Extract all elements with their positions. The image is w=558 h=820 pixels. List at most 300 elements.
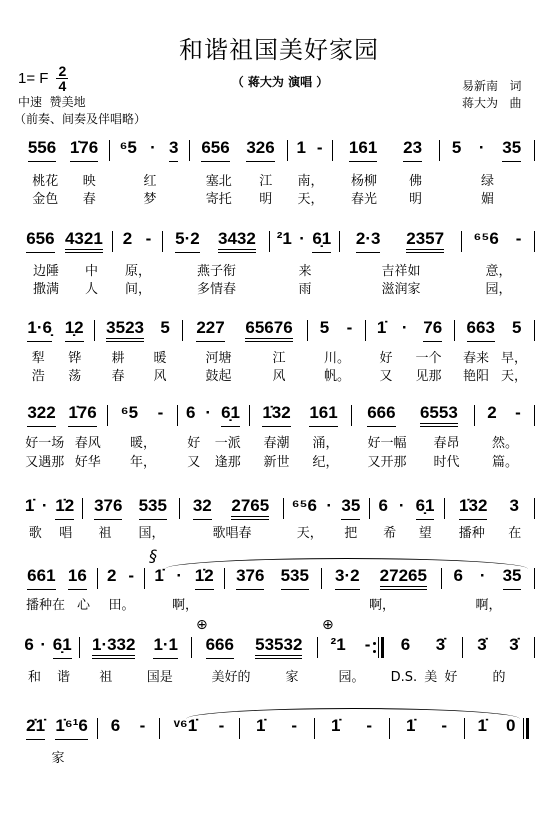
measure-notes (373, 497, 440, 523)
lyric-line (310, 351, 364, 367)
measure-notes (388, 636, 458, 662)
lyric-syllable: 祖 (98, 526, 112, 541)
lyric-syllable: 明 (408, 192, 422, 207)
lyric-line (477, 436, 533, 452)
note-group: 1̇32 (459, 497, 487, 521)
barline (441, 568, 442, 589)
lyric-syllable: 见那 (415, 369, 442, 384)
note-group: 23 (403, 139, 422, 163)
note-group: 65676 (245, 319, 292, 343)
note-group: · (205, 403, 212, 422)
lyric-line (442, 174, 533, 190)
barline (389, 718, 390, 739)
lyric-syllable: 荡 (68, 369, 82, 384)
note-group: ⁶5 (120, 403, 139, 422)
note-group: 27265 (380, 567, 427, 591)
measure-notes (111, 404, 173, 430)
lyric-syllable: 早， (500, 351, 527, 366)
lyric-line (335, 174, 438, 190)
note-group: ⁶⁵6 (291, 496, 317, 515)
note-group: 35 (502, 139, 521, 163)
barline (351, 405, 352, 426)
measure-notes (355, 404, 470, 430)
lyric-syllable: 耕 (111, 351, 125, 366)
note-group: 6 (110, 716, 121, 735)
lyric-syllable: 浩 (31, 369, 45, 384)
note-group: 53532 (255, 636, 302, 660)
lyric-line (97, 369, 181, 385)
lyric-syllable: 啊， (475, 598, 502, 613)
lyric-syllable: 好一幅 (367, 436, 407, 451)
lyric-syllable: 绿 (480, 174, 494, 189)
note-group: - (139, 716, 146, 735)
lyric-syllable: 又 (379, 369, 393, 384)
lyric-syllable: 美 (424, 670, 438, 685)
note-group: - (157, 403, 164, 422)
measure-notes (193, 139, 283, 165)
barline (191, 637, 192, 658)
lyric-line (342, 282, 460, 298)
note-group: 1̇76 (68, 404, 96, 428)
barline (94, 320, 95, 341)
composer-credit: 蒋大为 曲 (462, 96, 522, 110)
note-group: - (366, 716, 373, 735)
note-group: 227 (196, 319, 224, 343)
lyric-line (354, 455, 473, 471)
lyric-syllable: 唱 (59, 526, 73, 541)
lyric-syllable: 犁 (31, 351, 45, 366)
lyric-syllable: 雨 (298, 282, 312, 297)
note-group: 2 (106, 566, 117, 585)
measure-notes (21, 319, 90, 345)
lyric-syllable: 好 (444, 670, 458, 685)
note-group: 3 (169, 139, 178, 163)
performer-credit: （ 蒋大为 演唱 ） (231, 75, 329, 89)
note-group: 666 (367, 404, 395, 428)
lyric-syllable: 美好的 (211, 670, 251, 685)
repeat-dot (373, 650, 376, 653)
lyric-line (165, 264, 268, 280)
note-group: 666 (206, 636, 234, 660)
measure-notes (325, 567, 437, 593)
barline (339, 231, 340, 252)
barline (381, 637, 384, 658)
note-group: - (346, 318, 353, 337)
note-group: 161 (309, 404, 337, 428)
note-group: · (40, 635, 47, 654)
lyric-syllable: 的 (492, 670, 506, 685)
lyric-line (354, 436, 473, 452)
barline (269, 231, 270, 252)
note-group: 6553 (420, 404, 458, 428)
lyric-line (272, 282, 338, 298)
note-group: · (41, 496, 48, 515)
note-group: 1·1 (153, 636, 178, 660)
lyric-line (180, 455, 248, 471)
note-group: 1 (296, 138, 306, 157)
lyric-syllable: 逢那 (214, 455, 241, 470)
lyric-syllable: 家 (285, 670, 299, 685)
barline (224, 568, 225, 589)
repeat-dot (373, 642, 376, 645)
barline (97, 718, 98, 739)
note-group: 5 (160, 318, 170, 337)
lyric-line (368, 351, 453, 367)
lyric-line (85, 526, 178, 542)
lyric-syllable: 园。 (338, 670, 365, 685)
measure-notes (86, 497, 175, 523)
note-group: · (176, 566, 183, 585)
lyric-line (342, 264, 460, 280)
measure-notes (448, 497, 530, 523)
measure-notes (291, 139, 328, 165)
measure-notes (458, 319, 530, 345)
lyric-line (442, 192, 533, 208)
lyric-syllable: 暖 (153, 351, 167, 366)
note-group: 35 (341, 497, 360, 521)
lyric-line (147, 598, 223, 614)
measure-notes (311, 319, 361, 345)
measure-notes (21, 230, 108, 256)
lyric-syllable: 春 (82, 192, 96, 207)
tie-arc (186, 708, 520, 719)
lyric-line (372, 526, 443, 542)
measure-notes (253, 404, 347, 430)
lyric-syllable: 然。 (491, 436, 518, 451)
lyric-line (20, 436, 106, 452)
lyric-line (82, 670, 190, 686)
measure-notes (336, 139, 435, 165)
measure-notes (183, 497, 279, 523)
lyric-syllable: 祖 (99, 670, 113, 685)
note-group: · (401, 318, 408, 337)
note-group: 656 (201, 139, 229, 163)
lyric-syllable: 金色 (32, 192, 59, 207)
barline (112, 231, 113, 252)
note-group: 1̣2 (65, 319, 84, 343)
lyric-syllable: 好 (379, 351, 393, 366)
lyric-line (110, 455, 176, 471)
lyric-syllable: 帆。 (323, 369, 350, 384)
lyric-line (112, 192, 188, 208)
lyric-syllable: 春风 (74, 436, 101, 451)
lyric-line (112, 174, 188, 190)
barline (97, 568, 98, 589)
lyric-line (310, 369, 364, 385)
lyric-line (180, 436, 248, 452)
lyric-line (252, 436, 350, 452)
lyric-line (20, 455, 106, 471)
lyric-syllable: 来 (298, 264, 312, 279)
note-group: 663 (467, 319, 495, 343)
measure-notes (113, 139, 185, 165)
barline (474, 405, 475, 426)
lyric-syllable: 梦 (143, 192, 157, 207)
note-group: - (364, 635, 371, 654)
lyric-line (20, 670, 78, 686)
lyric-line (272, 264, 338, 280)
note-group: 1̇ (376, 318, 387, 337)
note-group: - (218, 716, 225, 735)
note-group: 1̇ (477, 716, 487, 735)
lyric-line (457, 369, 533, 385)
lyric-line (20, 598, 96, 614)
tempo-marking: 中速 赞美地 (18, 95, 86, 109)
lyric-syllable: 又开那 (367, 455, 407, 470)
note-group: 6 (378, 496, 388, 515)
lyric-line (185, 351, 306, 367)
note-group: ᵛ⁶1̇ (173, 716, 198, 735)
lyric-line (165, 282, 268, 298)
tie-arc (165, 558, 528, 569)
note-group: · (478, 138, 485, 157)
barline (534, 405, 535, 426)
measure-notes (287, 497, 365, 523)
lyric-syllable: 国是 (146, 670, 173, 685)
barline (534, 140, 535, 161)
note-group: 4321 (65, 230, 103, 254)
key-signature: 1= F (18, 70, 49, 87)
note-group: 1·6̣ (27, 319, 52, 343)
lyric-syllable: 又 (187, 455, 201, 470)
measure-notes (369, 319, 450, 345)
lyric-line (465, 670, 533, 686)
barline (464, 718, 465, 739)
measure-notes (466, 636, 530, 662)
note-group: 0 (506, 716, 516, 735)
lyric-syllable: 涌， (312, 436, 339, 451)
barline (534, 231, 535, 252)
lyric-syllable: 风 (272, 369, 286, 384)
performance-note: （前奏、间奏及伴唱略） (14, 112, 147, 126)
lyric-syllable: 间， (124, 282, 151, 297)
lyric-line (464, 264, 533, 280)
measure-notes (116, 230, 158, 256)
barline (444, 498, 445, 519)
measure-notes (318, 717, 385, 743)
lyric-syllable: 川。 (323, 351, 350, 366)
barline (378, 637, 379, 658)
lyric-syllable: 和 (27, 670, 41, 685)
lyric-syllable: 杨柳 (350, 174, 377, 189)
lyric-syllable: 纪， (312, 455, 339, 470)
lyric-syllable: 人 (84, 282, 98, 297)
note-group: 5·2 (175, 230, 200, 254)
note-group: 1̇2 (195, 567, 214, 591)
lyric-syllable: 播种在 (25, 598, 65, 613)
note-group: - (128, 566, 135, 585)
lyric-syllable: 春昂 (433, 436, 460, 451)
barline (314, 718, 315, 739)
barline (321, 568, 322, 589)
lyric-syllable: 播种 (458, 526, 485, 541)
note-group: - (441, 716, 448, 735)
note-group: 3̇ (509, 635, 519, 654)
lyric-syllable: 春 (111, 369, 125, 384)
barline (454, 320, 455, 341)
note-group: 535 (139, 497, 167, 521)
lyric-syllable: 江 (272, 351, 286, 366)
note-group: 2̇1̇ (26, 717, 45, 741)
barline (159, 718, 160, 739)
lyric-syllable: 佛 (408, 174, 422, 189)
note-group: 32 (193, 497, 212, 521)
measure-notes (21, 636, 75, 662)
barline (82, 498, 83, 519)
note-group: 2765 (231, 497, 269, 521)
measure-notes (83, 636, 187, 662)
lyric-syllable: 鼓起 (205, 369, 232, 384)
time-signature-numerator: 2 (58, 63, 67, 79)
note-group: ⁶5 (119, 138, 137, 157)
note-group: 1̇ (24, 496, 35, 515)
measure-notes (465, 230, 530, 256)
note-group: 6̣1 (312, 230, 331, 254)
measure-notes (181, 404, 245, 430)
note-group: 1̇2 (55, 497, 74, 521)
note-group: 3432 (218, 230, 256, 254)
lyric-line (20, 192, 108, 208)
lyric-syllable: D.S. (390, 670, 418, 685)
barline (317, 637, 318, 658)
lyric-syllable: 意， (485, 264, 512, 279)
measure-notes (186, 319, 303, 345)
barline (526, 718, 529, 739)
lyric-syllable: 天， (500, 369, 527, 384)
lyricist-credit: 易新南 词 (462, 79, 522, 93)
lyric-line (20, 751, 96, 767)
note-group: - (515, 229, 522, 248)
note-group: · (150, 138, 156, 157)
barline (523, 718, 524, 739)
time-signature (56, 64, 68, 93)
lyric-syllable: 红 (143, 174, 157, 189)
note-group: 6 (453, 566, 463, 585)
lyric-syllable: 家 (51, 751, 65, 766)
note-group: 322 (27, 404, 55, 428)
lyric-syllable: 啊， (171, 598, 198, 613)
lyric-line (20, 174, 108, 190)
note-group: 1̇76 (70, 139, 98, 163)
lyric-syllable: 田。 (108, 598, 135, 613)
note-group: 2·3 (356, 230, 381, 254)
measure-notes (228, 567, 317, 593)
song-title: 和谐祖国美好家园 (179, 36, 379, 64)
lyric-line (110, 436, 176, 452)
lyric-line (335, 192, 438, 208)
coda-icon (196, 618, 208, 632)
segno-icon (149, 549, 157, 564)
lyric-line (20, 264, 111, 280)
barline (307, 320, 308, 341)
lyric-syllable: 园， (485, 282, 512, 297)
lyric-line (20, 282, 111, 298)
measure-notes (98, 319, 178, 345)
lyric-syllable: 燕子衔 (196, 264, 236, 279)
note-group: 6 (24, 635, 34, 654)
note-group: 161 (349, 139, 377, 163)
measure-notes (101, 567, 140, 593)
lyric-syllable: 春潮 (263, 436, 290, 451)
lyric-syllable: 在 (508, 526, 522, 541)
barline (107, 405, 108, 426)
note-group: 2 (487, 403, 497, 422)
barline (179, 498, 180, 519)
lyric-line (182, 526, 282, 542)
measure-notes (101, 717, 155, 743)
lyric-line (464, 282, 533, 298)
barline (144, 568, 145, 589)
lyric-line (97, 351, 181, 367)
lyric-syllable: 天， (296, 526, 323, 541)
lyric-syllable: 艳阳 (462, 369, 489, 384)
lyric-syllable: 年， (129, 455, 156, 470)
lyric-syllable: 塞北 (205, 174, 232, 189)
lyric-syllable: 又遇那 (25, 455, 65, 470)
note-group: - (145, 229, 152, 248)
lyric-syllable: 铧 (68, 351, 82, 366)
lyric-line (20, 369, 93, 385)
measure-notes (243, 717, 310, 743)
lyric-syllable: 暖， (129, 436, 156, 451)
time-signature-denominator: 4 (58, 78, 67, 94)
note-group: · (479, 566, 486, 585)
barline (182, 320, 183, 341)
lyric-syllable: 新世 (263, 455, 290, 470)
note-group: 6̣1 (221, 404, 240, 428)
barline (332, 140, 333, 161)
measure-notes (166, 230, 265, 256)
lyric-line (185, 369, 306, 385)
lyric-syllable: 边陲 (32, 264, 59, 279)
barline (534, 320, 535, 341)
barline (534, 568, 535, 589)
barline (462, 637, 463, 658)
lyric-syllable: 歌 (28, 526, 42, 541)
lyric-line (290, 174, 331, 190)
lyric-syllable: 寄托 (205, 192, 232, 207)
note-group: 5 (319, 318, 330, 337)
measure-notes (21, 717, 93, 743)
note-group: 1̇32 (262, 404, 290, 428)
measure-notes (478, 404, 530, 430)
note-group: · (299, 229, 305, 248)
note-group: 1̇ (330, 716, 341, 735)
note-group: 1̇ (154, 566, 164, 585)
note-group: 1·332 (92, 636, 135, 660)
lyric-syllable: 中 (84, 264, 98, 279)
lyric-syllable: 谐 (56, 670, 70, 685)
lyric-line (115, 264, 161, 280)
note-group: 1̇ (255, 716, 266, 735)
measure-notes (21, 567, 93, 593)
note-group: 556 (28, 139, 56, 163)
lyric-syllable: 时代 (433, 455, 460, 470)
lyric-line (447, 526, 533, 542)
lyric-syllable: 明 (259, 192, 273, 207)
lyric-line (290, 192, 331, 208)
barline (461, 231, 462, 252)
measure-notes (148, 567, 220, 593)
lyric-line (252, 455, 350, 471)
barline (283, 498, 284, 519)
barline (534, 498, 535, 519)
key-and-meter (18, 64, 68, 93)
lyric-line (477, 455, 533, 471)
note-group: 376 (94, 497, 122, 521)
barline (162, 231, 163, 252)
measure-notes (21, 139, 105, 165)
